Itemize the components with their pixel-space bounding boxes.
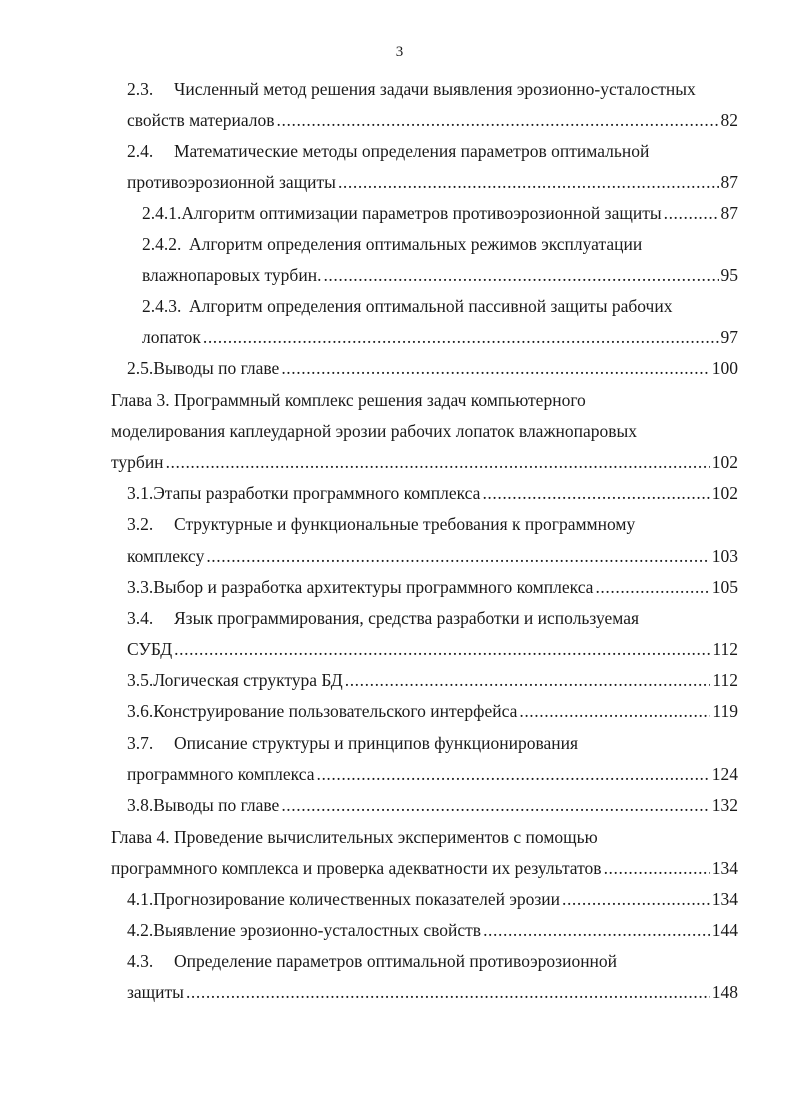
- toc-entry-2-4-3-line-2: [142, 318, 738, 348]
- toc-entry-title: Алгоритм определения оптимальных режимов эксплуатации: [189, 234, 643, 254]
- toc-chapter-3-line-1: [111, 381, 738, 411]
- toc-entry-3-4-line-1: [127, 599, 738, 629]
- toc-entry-page: 144: [711, 920, 738, 940]
- toc-entry-title: свойств материалов: [127, 110, 275, 130]
- toc-entry-3-7-line-2: [127, 755, 738, 785]
- dot-leader: [281, 794, 709, 816]
- toc-entry-4-3-line-2: [127, 973, 738, 1003]
- toc-entry-number: 4.1.: [127, 889, 154, 909]
- toc-entry-page: 148: [711, 982, 738, 1002]
- toc-entry-2-4-line-2: [127, 163, 738, 193]
- toc-entry-page: 132: [711, 795, 738, 815]
- toc-entry-number: 3.7.: [127, 733, 154, 753]
- dot-leader: [604, 857, 710, 879]
- toc-entry-title: Конструирование пользовательского интерфейса: [153, 701, 518, 721]
- toc-entry-3-3-line-1: [127, 568, 738, 598]
- toc-entry-number: 3.3.: [127, 577, 154, 597]
- toc-entry-number: 3.8.: [127, 795, 154, 815]
- toc-entry-number: 2.4.3.: [142, 296, 182, 316]
- toc-chapter-title: Глава 3. Программный комплекс решения задач компьютерного: [111, 390, 586, 410]
- toc-entry-title: программного комплекса: [127, 764, 315, 784]
- toc-entry-page: 100: [711, 358, 738, 378]
- toc-chapter-4-line-2: [111, 849, 738, 879]
- toc-chapter-title: моделирования каплеударной эрозии рабочих лопаток влажнопаровых: [111, 421, 638, 441]
- toc-chapter-3-line-3: [111, 443, 738, 473]
- toc-entry-2-5-line-1: [127, 349, 738, 379]
- toc-entry-number: 3.2.: [127, 514, 154, 534]
- toc-entry-number: 3.5.: [127, 670, 154, 690]
- toc-entry-title: СУБД: [127, 639, 173, 659]
- toc-entry-number: 3.1.: [127, 483, 154, 503]
- toc-entry-title: Логическая структура БД: [153, 670, 343, 690]
- toc-entry-number: 3.4.: [127, 608, 154, 628]
- dot-leader: [482, 482, 709, 504]
- dot-leader: [519, 700, 710, 722]
- toc-entry-title: влажнопаровых турбин.: [142, 265, 322, 285]
- toc-entry-3-1-line-1: [127, 474, 738, 504]
- toc-entry-page: 112: [712, 670, 738, 690]
- toc-entry-page: 97: [720, 327, 738, 347]
- toc-entry-3-4-line-2: [127, 630, 738, 660]
- toc-entry-3-6-line-1: [127, 692, 738, 722]
- toc-entry-title: Язык программирования, средства разработки и используемая: [174, 608, 640, 628]
- toc-entry-3-2-line-2: [127, 537, 738, 567]
- dot-leader: [338, 171, 719, 193]
- toc-entry-number: 2.4.: [127, 141, 154, 161]
- toc-entry-3-8-line-1: [127, 786, 738, 816]
- toc-entry-number: 2.5.: [127, 358, 154, 378]
- page-number: 3: [395, 44, 404, 60]
- toc-entry-number: 2.4.1.: [142, 203, 182, 223]
- toc-entry-title: Структурные и функциональные требования к программному: [174, 514, 636, 534]
- toc-entry-2-4-line-1: [127, 132, 738, 162]
- toc-entry-page: 95: [720, 265, 738, 285]
- toc-entry-number: 4.3.: [127, 951, 154, 971]
- toc-entry-3-2-line-1: [127, 505, 738, 535]
- toc-entry-page: 82: [720, 110, 738, 130]
- toc-entry-page: 124: [711, 764, 738, 784]
- dot-leader: [562, 888, 710, 910]
- toc-entry-page: 134: [711, 889, 738, 909]
- toc-entry-page: 87: [720, 203, 738, 223]
- toc-entry-2-4-2-line-2: [142, 256, 738, 286]
- toc-entry-title: Численный метод решения задачи выявления эрозионно-усталостных: [174, 79, 696, 99]
- toc-entry-3-7-line-1: [127, 724, 738, 754]
- toc-entry-title: лопаток: [142, 327, 201, 347]
- toc-entry-title: Алгоритм определения оптимальной пассивной защиты рабочих: [189, 296, 673, 316]
- toc-entry-title: Определение параметров оптимальной противоэрозионной: [174, 951, 618, 971]
- toc-entry-title: Выбор и разработка архитектуры программного комплекса: [153, 577, 594, 597]
- toc-entry-title: Выводы по главе: [153, 358, 280, 378]
- dot-leader: [277, 109, 719, 131]
- toc-entry-page: 134: [711, 858, 738, 878]
- toc-entry-number: 2.4.2.: [142, 234, 182, 254]
- toc-entry-2-3-line-2: [127, 101, 738, 131]
- dot-leader: [316, 763, 709, 785]
- toc-chapter-3-line-2: [111, 412, 738, 442]
- toc-entry-4-2-line-1: [127, 911, 738, 941]
- dot-leader: [166, 451, 710, 473]
- toc-entry-title: Выявление эрозионно-усталостных свойств: [153, 920, 482, 940]
- toc-entry-2-4-1-line-1: [142, 194, 738, 224]
- toc-chapter-4-line-1: [111, 818, 738, 848]
- toc-entry-title: защиты: [127, 982, 184, 1002]
- toc-entry-2-4-3-line-1: [142, 287, 738, 317]
- toc-entry-page: 102: [711, 483, 738, 503]
- toc-entry-title: Выводы по главе: [153, 795, 280, 815]
- toc-entry-page: 112: [712, 639, 738, 659]
- dot-leader: [206, 545, 709, 567]
- toc-entry-number: 4.2.: [127, 920, 154, 940]
- toc-entry-title: Математические методы определения параметров оптимальной: [174, 141, 650, 161]
- toc-entry-page: 103: [711, 546, 738, 566]
- toc-entry-title: противоэрозионной защиты: [127, 172, 336, 192]
- toc-entry-title: комплексу: [127, 546, 205, 566]
- dot-leader: [186, 981, 710, 1003]
- toc-entry-2-3-line-1: [127, 70, 738, 100]
- toc-chapter-title: программного комплекса и проверка адекватности их результатов: [111, 858, 602, 878]
- toc-entry-number: 3.6.: [127, 701, 154, 721]
- toc-entry-4-3-line-1: [127, 942, 738, 972]
- toc-entry-page: 119: [712, 701, 738, 721]
- dot-leader: [483, 919, 710, 941]
- toc-entry-title: Алгоритм оптимизации параметров противоэрозионной защиты: [181, 203, 662, 223]
- toc-chapter-title: турбин: [111, 452, 164, 472]
- toc-entry-3-5-line-1: [127, 661, 738, 691]
- toc-entry-4-1-line-1: [127, 880, 738, 910]
- dot-leader: [323, 264, 718, 286]
- toc-entry-page: 102: [711, 452, 738, 472]
- toc-entry-page: 105: [711, 577, 738, 597]
- toc-entry-2-4-2-line-1: [142, 225, 738, 255]
- dot-leader: [345, 669, 711, 691]
- dot-leader: [203, 326, 719, 348]
- toc-entry-title: Прогнозирование количественных показателей эрозии: [153, 889, 560, 909]
- toc-entry-number: 2.3.: [127, 79, 154, 99]
- dot-leader: [664, 202, 719, 224]
- dot-leader: [281, 357, 709, 379]
- toc-chapter-title: Глава 4. Проведение вычислительных экспериментов с помощью: [111, 827, 598, 847]
- toc-entry-title: Описание структуры и принципов функционирования: [174, 733, 579, 753]
- dot-leader: [174, 638, 710, 660]
- toc-entry-page: 87: [720, 172, 738, 192]
- dot-leader: [595, 576, 709, 598]
- toc-entry-title: Этапы разработки программного комплекса: [153, 483, 481, 503]
